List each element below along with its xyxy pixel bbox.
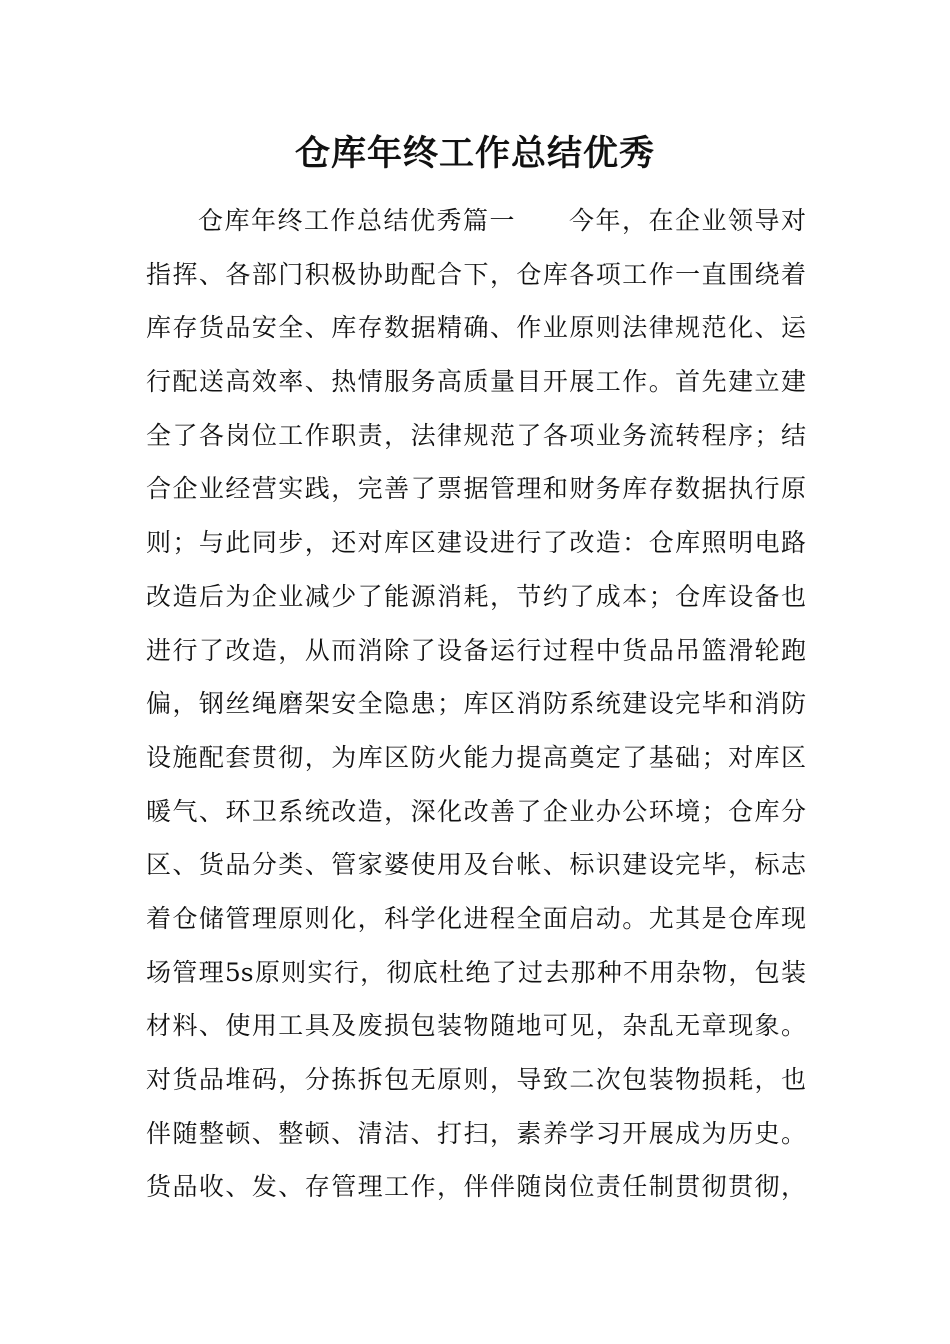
text-line: 进行了改造，从而消除了设备运行过程中货品吊篮滑轮跑 — [146, 635, 806, 665]
text-line: 仓库年终工作总结优秀篇一 今年，在企业领导对 — [198, 206, 806, 235]
text-line: 暖气、环卫系统改造，深化改善了企业办公环境；仓库分 — [146, 796, 806, 826]
text-line: 改造后为企业减少了能源消耗，节约了成本；仓库设备也 — [146, 581, 806, 611]
text-line: 库存货品安全、库存数据精确、作业原则法律规范化、运 — [146, 313, 806, 343]
document-title: 仓库年终工作总结优秀 — [294, 134, 655, 174]
text-line: 场管理5s原则实行，彻底杜绝了过去那种不用杂物，包装 — [146, 957, 806, 987]
text-line: 区、货品分类、管家婆使用及台帐、标识建设完毕，标志 — [146, 850, 806, 880]
text-line: 行配送高效率、热情服务高质量目开展工作。首先建立建 — [146, 367, 806, 397]
document-body — [146, 194, 806, 1214]
text-line: 指挥、各部门积极协助配合下，仓库各项工作一直围绕着 — [146, 259, 806, 289]
text-line: 合企业经营实践，完善了票据管理和财务库存数据执行原 — [146, 474, 806, 504]
text-line: 全了各岗位工作职责，法律规范了各项业务流转程序；结 — [146, 420, 806, 450]
text-line: 材料、使用工具及废损包装物随地可见，杂乱无章现象。 — [146, 1011, 806, 1041]
text-line: 则；与此同步，还对库区建设进行了改造：仓库照明电路 — [146, 528, 806, 558]
text-line: 设施配套贯彻，为库区防火能力提高奠定了基础；对库区 — [146, 742, 806, 772]
text-line: 对货品堆码，分拣拆包无原则，导致二次包装物损耗，也 — [146, 1065, 806, 1094]
text-line: 偏，钢丝绳磨架安全隐患；库区消防系统建设完毕和消防 — [146, 689, 806, 719]
text-line: 货品收、发、存管理工作，伴伴随岗位责任制贯彻贯彻， — [146, 1172, 806, 1202]
text-line: 着仓储管理原则化，科学化进程全面启动。尤其是仓库现 — [146, 903, 806, 933]
text-line: 伴随整顿、整顿、清洁、打扫，素养学习开展成为历史。 — [146, 1118, 806, 1148]
